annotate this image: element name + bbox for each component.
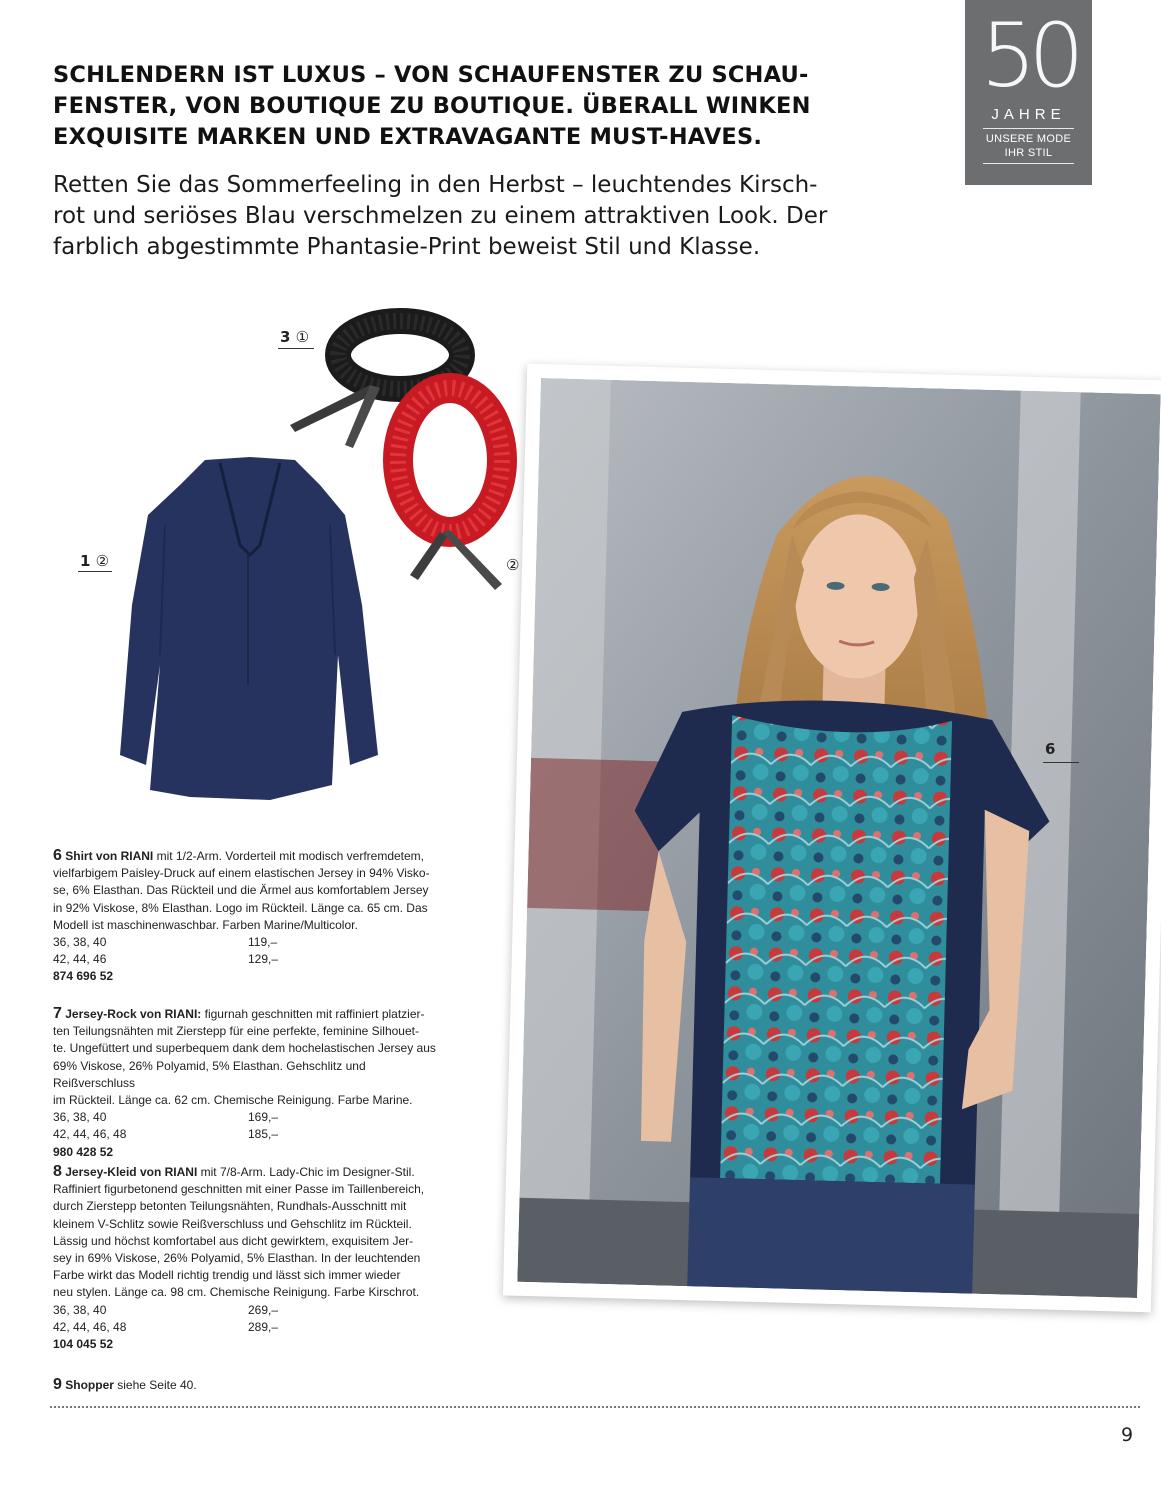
product-description-8: [53, 1163, 443, 1353]
product-title: Shopper: [65, 1378, 114, 1392]
intro-line: farblich abgestimmte Phantasie-Print beweist Stil und Klasse.: [53, 234, 761, 260]
badge-line1: UNSERE MODE: [985, 133, 1072, 145]
price-sizes: 36, 38, 40: [53, 935, 107, 950]
badge-divider: [983, 128, 1074, 129]
product-line: im Rückteil. Länge ca. 62 cm. Chemische Reinigung. Farbe Marine.: [53, 1093, 413, 1108]
product-line: te. Ungefüttert und superbequem dank dem hochelastischen Jersey aus: [53, 1041, 436, 1056]
article-number: 980 428 52: [53, 1144, 114, 1159]
callout-mark: ①: [295, 328, 310, 346]
price-row: [53, 1126, 443, 1143]
badge-word: JAHRE: [991, 106, 1066, 123]
red-boa-image: [398, 388, 502, 590]
badge-divider: [983, 163, 1074, 164]
callout-item-3-variant: [506, 556, 519, 574]
product-line: Lässig und höchst komfortabel aus dicht gewirktem, exquisitem Jer-: [53, 1233, 414, 1248]
product-line: kleinem V-Schlitz sowie Reißverschluss und Gehschlitz im Rückteil.: [53, 1216, 412, 1231]
product-number: 6: [53, 847, 62, 864]
product-line: durch Zierstepp betonten Teilungsnähten, Rundhals-Ausschnitt mit: [53, 1199, 407, 1214]
price-row: [53, 951, 443, 968]
product-line: 69% Viskose, 26% Polyamid, 5% Elasthan. Gehschlitz und Reißverschluss: [53, 1058, 366, 1090]
product-title: Jersey-Rock von RIANI:: [65, 1007, 202, 1021]
product-title: Jersey-Kleid von RIANI: [65, 1165, 198, 1179]
price-value: 119,–: [248, 935, 278, 950]
callout-item-3: [280, 328, 309, 346]
badge-line2: IHR STIL: [1004, 147, 1053, 159]
headline-line: SCHLENDERN IST LUXUS – VON SCHAUFENSTER ZU SCHAU-: [53, 62, 809, 88]
product-line: ten Teilungsnähten mit Zierstepp für eine perfekte, feminine Silhouet-: [53, 1024, 419, 1039]
product-line: Raffiniert figurbetonend geschnitten mit einer Passe im Taillenbereich,: [53, 1182, 425, 1197]
intro-line: Retten Sie das Sommerfeeling in den Herbst – leuchtendes Kirsch-: [53, 172, 818, 198]
product-line: se, 6% Elasthan. Das Rückteil und die Ärmel aus komfortablem Jersey: [53, 883, 429, 898]
price-value: 185,–: [248, 1127, 279, 1142]
price-row: [53, 1319, 443, 1336]
product-line: mit 7/8-Arm. Lady-Chic im Designer-Stil.: [197, 1165, 415, 1179]
intro-text: [53, 170, 873, 263]
product-number: 7: [53, 1005, 62, 1022]
badge-number: 50: [980, 4, 1077, 107]
callout-item-1: [80, 552, 109, 570]
price-sizes: 42, 44, 46, 48: [53, 1127, 127, 1142]
price-row: [53, 1302, 443, 1319]
article-number: 874 696 52: [53, 969, 114, 984]
callout-mark: ②: [95, 552, 110, 570]
price-value: 169,–: [248, 1110, 279, 1125]
callout-item-6: [1045, 740, 1055, 758]
model-photo: [503, 364, 1161, 1313]
product-description-9: [53, 1376, 443, 1394]
price-row: [53, 1109, 443, 1126]
anniversary-badge: [965, 0, 1092, 185]
headline-line: EXQUISITE MARKEN UND EXTRAVAGANTE MUST-HAVES.: [53, 124, 763, 150]
product-line: sey in 69% Viskose, 26% Polyamid, 5% Elasthan. In der leuchtenden: [53, 1251, 421, 1266]
product-number: 8: [53, 1163, 62, 1180]
product-line: mit 1/2-Arm. Vorderteil mit modisch verfremdetem,: [153, 849, 425, 863]
product-description-6: [53, 847, 443, 986]
price-sizes: 36, 38, 40: [53, 1110, 107, 1125]
intro-line: rot und seriöses Blau verschmelzen zu einem attraktiven Look. Der: [53, 203, 828, 229]
product-line: vielfarbigem Paisley-Druck auf einem elastischen Jersey in 94% Visko-: [53, 866, 430, 881]
price-row: [53, 934, 443, 951]
product-line: figurnah geschnitten mit raffiniert platzier-: [201, 1007, 425, 1021]
callout-mark: ②: [506, 556, 520, 574]
price-value: 129,–: [248, 952, 279, 967]
blouse-image: [110, 455, 390, 805]
product-number: 9: [53, 1376, 62, 1393]
footer-divider: [50, 1406, 1140, 1408]
product-line: Farbe wirkt das Modell richtig trendig und lässt sich immer wieder: [53, 1268, 401, 1283]
product-line: siehe Seite 40.: [113, 1378, 197, 1392]
product-line: Modell ist maschinenwaschbar. Farben Marine/Multicolor.: [53, 917, 358, 932]
model-photo-image: [517, 378, 1160, 1298]
price-value: 289,–: [248, 1319, 279, 1334]
article-number: 104 045 52: [53, 1337, 114, 1352]
product-text: [53, 847, 443, 865]
headline-line: FENSTER, VON BOUTIQUE ZU BOUTIQUE. ÜBERALL WINKEN: [53, 93, 811, 119]
callout-number: 6: [1045, 740, 1056, 758]
callout-line: [1043, 762, 1079, 763]
price-sizes: 42, 44, 46, 48: [53, 1319, 127, 1334]
page-number: 9: [1121, 1424, 1134, 1446]
callout-line: [278, 348, 314, 349]
price-value: 269,–: [248, 1302, 279, 1317]
callout-number: 3: [280, 328, 291, 346]
callout-line: [78, 571, 112, 572]
price-sizes: 36, 38, 40: [53, 1302, 107, 1317]
product-description-7: [53, 1005, 443, 1161]
callout-number: 1: [80, 552, 91, 570]
product-line: neu stylen. Länge ca. 98 cm. Chemische Reinigung. Farbe Kirschrot.: [53, 1285, 420, 1300]
product-text: [53, 1005, 443, 1023]
headline: [53, 60, 853, 153]
product-line: in 92% Viskose, 8% Elasthan. Logo im Rückteil. Länge ca. 65 cm. Das: [53, 900, 428, 915]
product-title: Shirt von RIANI: [65, 849, 154, 863]
product-text: [53, 1163, 443, 1181]
price-sizes: 42, 44, 46: [53, 952, 107, 967]
